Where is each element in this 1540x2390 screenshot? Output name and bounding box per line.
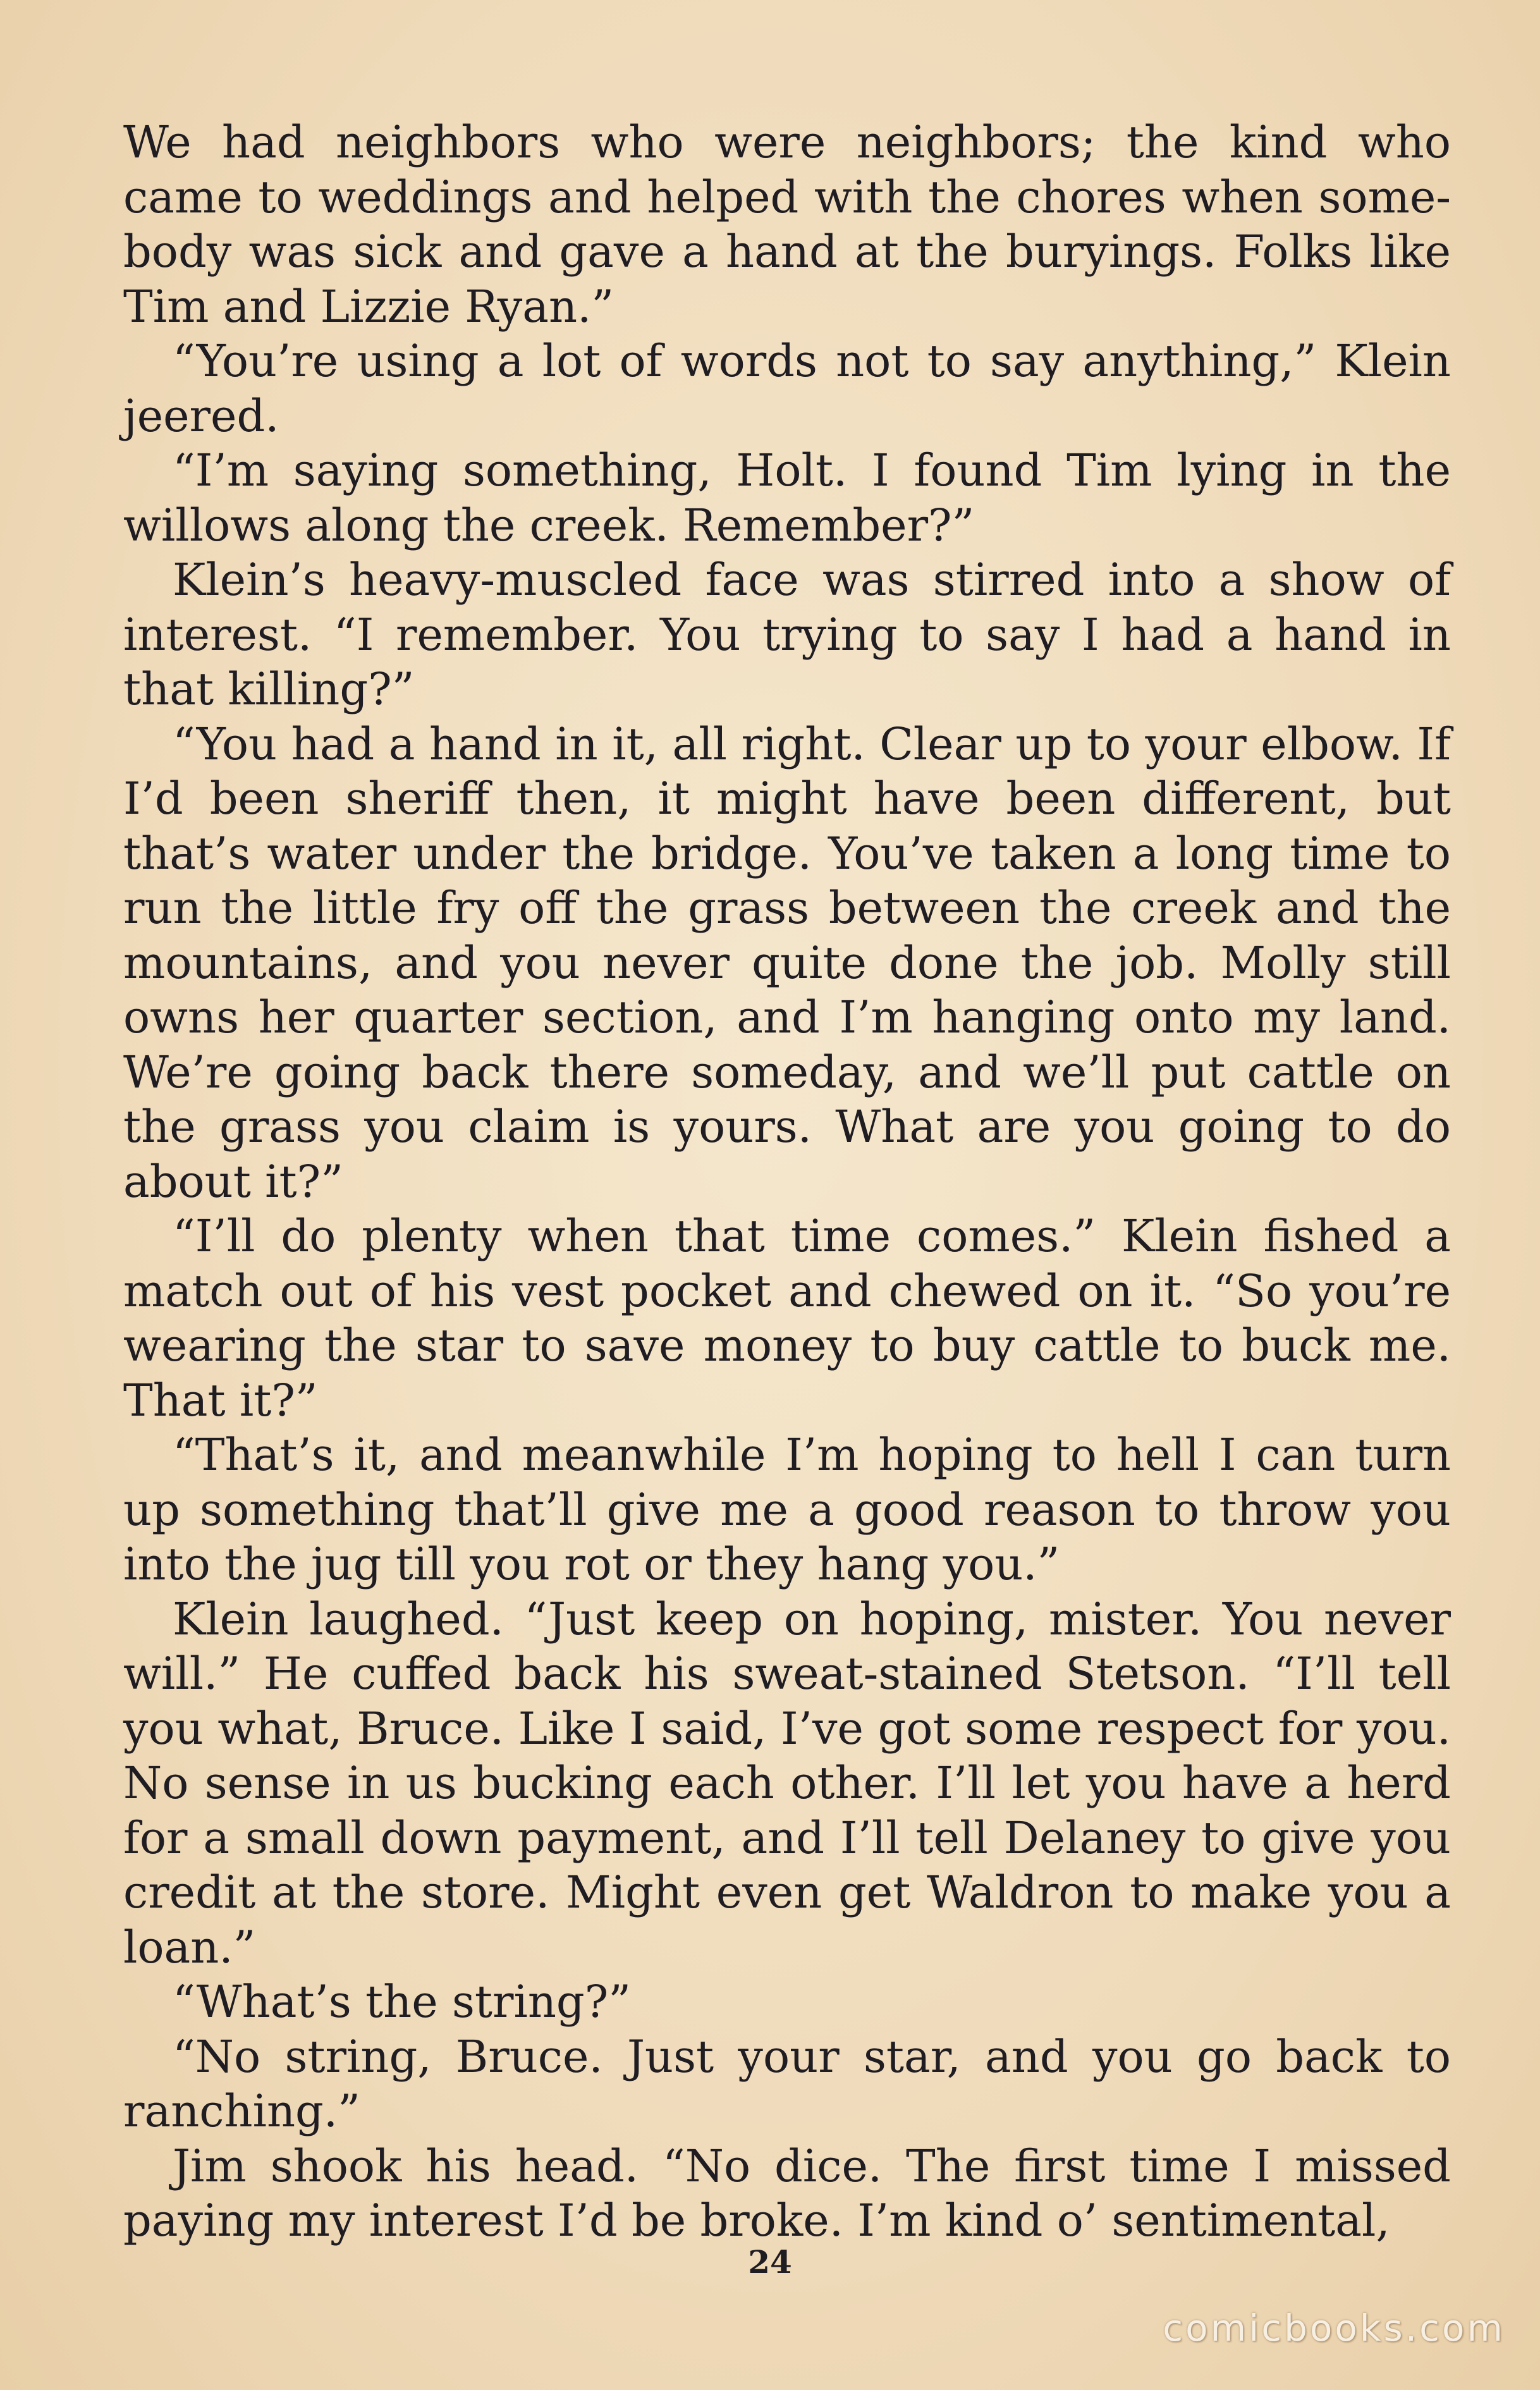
paragraph: Klein’s heavy-muscled face was stirred into a show of interest. “I remember. You trying to say I had a hand in that killing?” — [123, 554, 1451, 715]
paragraph: “That’s it, and meanwhile I’m hoping to hell I can turn up something that’ll give me a good reason to throw you into the jug till you rot or they hang you.” — [123, 1429, 1451, 1590]
paragraph: “No string, Bruce. Just your star, and you go back to ranching.” — [123, 2030, 1451, 2137]
watermark: comicbooks.com — [1163, 2307, 1505, 2350]
body-text — [123, 115, 1451, 2248]
paragraph: “I’m saying something, Holt. I found Tim lying in the willows along the creek. Remember?” — [123, 444, 1451, 551]
paragraph: “I’ll do plenty when that time comes.” Klein fished a match out of his vest pocket and chewed on it. “So you’re wearing the star to save money to buy cattle to buck me. That it?” — [123, 1210, 1451, 1426]
paragraph: “You’re using a lot of words not to say anything,” Klein jeered. — [123, 335, 1451, 442]
page-number: 24 — [748, 2243, 792, 2281]
paragraph: We had neighbors who were neighbors; the kind who came to weddings and helped with the chores when some-body was sick and gave a hand at the buryings. Folks like Tim and Lizzie Ryan.” — [123, 116, 1451, 333]
paragraph: “What’s the string?” — [173, 1976, 632, 2028]
paragraph: Klein laughed. “Just keep on hoping, mister. You never will.” He cuffed back his sweat-stained Stetson. “I’ll tell you what, Bruce. Like I said, I’ve got some respect for you. No sense in us bucking each other. I’ll let you have a herd for a small down payment, and I’ll tell Delaney to give you credit at the store. Might even get Waldron to make you a loan.” — [123, 1593, 1451, 1973]
paragraph: Jim shook his head. “No dice. The first time I missed paying my interest I’d be broke. I’m kind o’ sentimental, — [123, 2140, 1451, 2246]
paragraph: “You had a hand in it, all right. Clear up to your elbow. If I’d been sheriff then, it might have been different, but that’s water under the bridge. You’ve taken a long time to run the little fry off the grass between the creek and the mountains, and you never quite done the job. Molly still owns her quarter section, and I’m hanging onto my land. We’re going back there someday, and we’ll put cattle on the grass you claim is yours. What are you going to do about it?” — [123, 718, 1451, 1208]
